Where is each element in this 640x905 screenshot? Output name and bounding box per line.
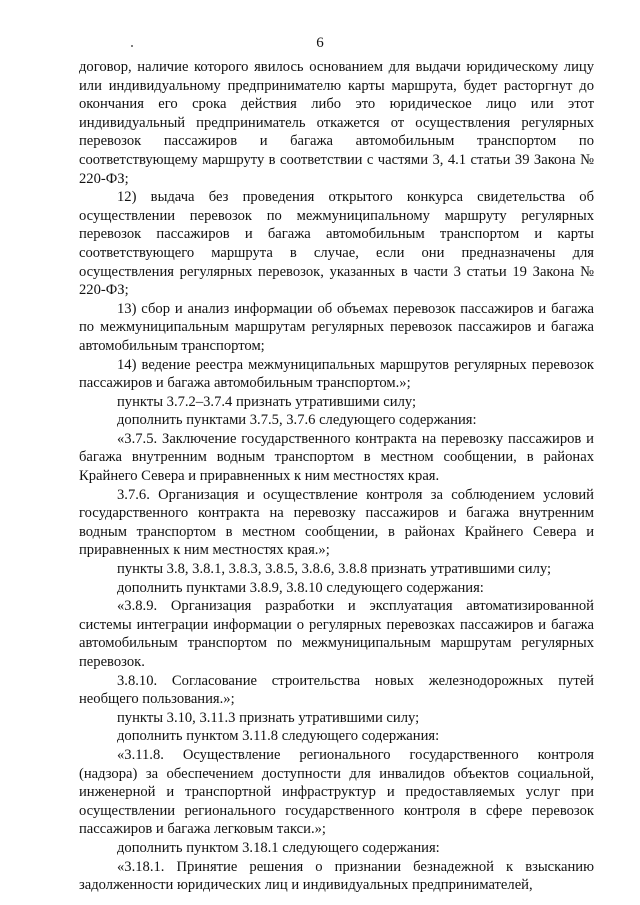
paragraph-3-7-6: 3.7.6. Организация и осуществление контроля за соблюдением условий государственного контракта на перевозку пассажиров и багажа внутренним водным транспортом в местном сообщении, в районах Крайнего Севера и приравненных к ним местностях края.»; [79,486,594,559]
scan-speck [131,45,133,47]
paragraph-add-3-7-5: дополнить пунктами 3.7.5, 3.7.6 следующего содержания: [117,412,477,429]
paragraph-add-3-18-1: дополнить пунктом 3.18.1 следующего содержания: [117,839,440,856]
paragraph-3-11-8: «3.11.8. Осуществление регионального государственного контроля (надзора) за обеспечением доступности для инвалидов объектов социальной, инженерной и транспортной инфраструктур и предоставляемых услуг при осуществлении регионального государственного контроля в сфере перевозок пассажиров и багажа легковым такси.»; [79,746,594,838]
paragraph-item-12: 12) выдача без проведения открытого конкурса свидетельства об осуществлении перевозок по межмуниципальному маршруту регулярных перевозок пассажиров и багажа автомобильным транспортом и карты соответствующего маршрута в случае, если они предназначены для осуществления регулярных перевозок, указанных в части 3 статьи 19 Закона № 220-ФЗ; [79,189,594,299]
document-body [79,58,594,895]
page-number: 6 [316,35,324,51]
paragraph-3-8-9: «3.8.9. Организация разработки и эксплуатация автоматизированной системы интеграции информации о регулярных перевозках пассажиров и багажа автомобильным транспортом по межмуниципальным маршрутам регулярных перевозок. [79,598,594,670]
paragraph-repeal-3-8: пункты 3.8, 3.8.1, 3.8.3, 3.8.5, 3.8.6, 3.8.8 признать утратившими силу; [117,561,552,578]
paragraph-3-18-1: «3.18.1. Принятие решения о признании безнадежной к взысканию задолженности юридических лиц и индивидуальных предпринимателей, [79,858,594,894]
paragraph-add-3-8-9: дополнить пунктами 3.8.9, 3.8.10 следующего содержания: [117,579,484,596]
paragraph-item-14: 14) ведение реестра межмуниципальных маршрутов регулярных перевозок пассажиров и багажа автомобильным транспортом.»; [79,356,594,392]
paragraph-repeal-3-7-2: пункты 3.7.2–3.7.4 признать утратившими силу; [117,393,417,410]
paragraph-add-3-11-8: дополнить пунктом 3.11.8 следующего содержания: [117,728,440,745]
paragraph-item-13: 13) сбор и анализ информации об объемах перевозок пассажиров и багажа по межмуниципальным маршрутам регулярных перевозок пассажиров и багажа автомобильным транспортом; [79,300,594,354]
paragraph-3-8-10: 3.8.10. Согласование строительства новых железнодорожных путей необщего пользования.»; [79,672,594,708]
paragraph-contract-termination: договор, наличие которого явилось основанием для выдачи юридическому лицу или индивидуальному предпринимателю карты маршрута, будет расторгнут до окончания его срока действия либо это юридическое лицо или этот индивидуальный предприниматель откажется от осуществления регулярных перевозок пассажиров и багажа автомобильным транспортом по соответствующему маршруту в соответствии с частями 3, 4.1 статьи 39 Закона № 220-ФЗ; [79,59,594,187]
paragraph-repeal-3-10: пункты 3.10, 3.11.3 признать утратившими силу; [117,709,420,726]
paragraph-3-7-5: «3.7.5. Заключение государственного контракта на перевозку пассажиров и багажа внутренним водным транспортом в местном сообщении, в районах Крайнего Севера и приравненных к ним местностях края. [79,430,594,485]
